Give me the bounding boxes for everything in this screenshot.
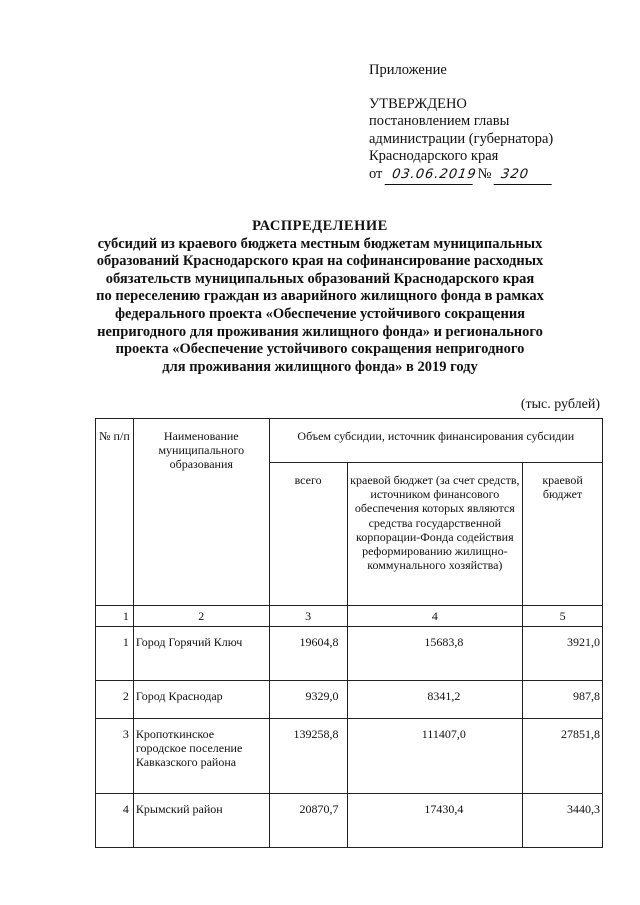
row-regional: 3921,0	[523, 627, 603, 681]
row-total: 9329,0	[269, 681, 347, 719]
header-regional-budget: краевой бюджет	[523, 463, 603, 606]
index-cell: 5	[523, 606, 603, 627]
approval-block	[369, 62, 609, 184]
header-fund-budget: краевой бюджет (за счет средств, источником финансового обеспечения которых являются средства государственной корпорации-Фонда содействия реформированию жилищно-коммунального хозяйства)	[347, 463, 523, 606]
approval-line: Краснодарского края	[369, 148, 499, 164]
row-name: Город Горячий Ключ	[133, 627, 269, 681]
title-line: проекта «Обеспечение устойчивого сокращения непригодного	[115, 341, 525, 358]
header-num: № п/п	[96, 419, 134, 606]
number-sign: №	[477, 165, 492, 182]
row-regional: 3440,3	[523, 794, 603, 848]
appendix-label: Приложение	[369, 62, 447, 78]
row-regional: 27851,8	[523, 719, 603, 794]
handwritten-number: 320	[494, 166, 555, 185]
date-number-line	[369, 166, 609, 185]
row-fund: 8341,2	[347, 681, 523, 719]
approval-line: администрации (губернатора)	[369, 130, 554, 147]
row-total: 19604,8	[269, 627, 347, 681]
title-line: по переселению граждан из аварийного жилищного фонда в рамках	[96, 288, 544, 305]
row-total: 20870,7	[269, 794, 347, 848]
row-total: 139258,8	[269, 719, 347, 794]
title-line: для проживания жилищного фонда» в 2019 году	[162, 358, 478, 375]
title-heading: РАСПРЕДЕЛЕНИЕ	[252, 218, 388, 234]
approval-line: постановлением главы	[369, 113, 510, 129]
row-fund: 17430,4	[347, 794, 523, 848]
title-line: субсидий из краевого бюджета местным бюджетам муниципальных	[97, 235, 543, 252]
title-line: непригодного для проживания жилищного фонда» и регионального	[97, 323, 543, 340]
row-regional: 987,8	[523, 681, 603, 719]
approved-label: УТВЕРЖДЕНО	[369, 95, 467, 112]
table-row	[96, 719, 603, 794]
header-volume: Объем субсидии, источник финансирования субсидии	[269, 419, 602, 463]
column-index-row	[96, 606, 603, 627]
units-label: (тыс. рублей)	[520, 397, 600, 412]
header-name: Наименование муниципального образования	[133, 419, 269, 606]
row-num: 1	[96, 627, 134, 681]
document-title	[80, 218, 560, 376]
table-row	[96, 681, 603, 719]
index-cell: 3	[269, 606, 347, 627]
row-fund: 15683,8	[347, 627, 523, 681]
title-line: образований Краснодарского края на софинансирование расходных	[96, 253, 544, 270]
row-name: Крымский район	[133, 794, 269, 848]
row-fund: 111407,0	[347, 719, 523, 794]
table-row	[96, 794, 603, 848]
row-num: 3	[96, 719, 134, 794]
row-num: 2	[96, 681, 134, 719]
date-prefix: от	[369, 165, 383, 182]
index-cell: 1	[96, 606, 134, 627]
handwritten-date: 03.06.2019	[385, 166, 476, 185]
row-name: Город Краснодар	[133, 681, 269, 719]
row-name: Кропоткинское городское поселение Кавказского района	[133, 719, 269, 794]
row-num: 4	[96, 794, 134, 848]
index-cell: 4	[347, 606, 523, 627]
header-total: всего	[269, 463, 347, 606]
table-row	[96, 627, 603, 681]
title-line: обязательств муниципальных образований Краснодарского края	[105, 270, 535, 287]
distribution-table	[95, 418, 603, 848]
title-line: федерального проекта «Обеспечение устойчивого сокращения	[114, 305, 526, 322]
index-cell: 2	[133, 606, 269, 627]
